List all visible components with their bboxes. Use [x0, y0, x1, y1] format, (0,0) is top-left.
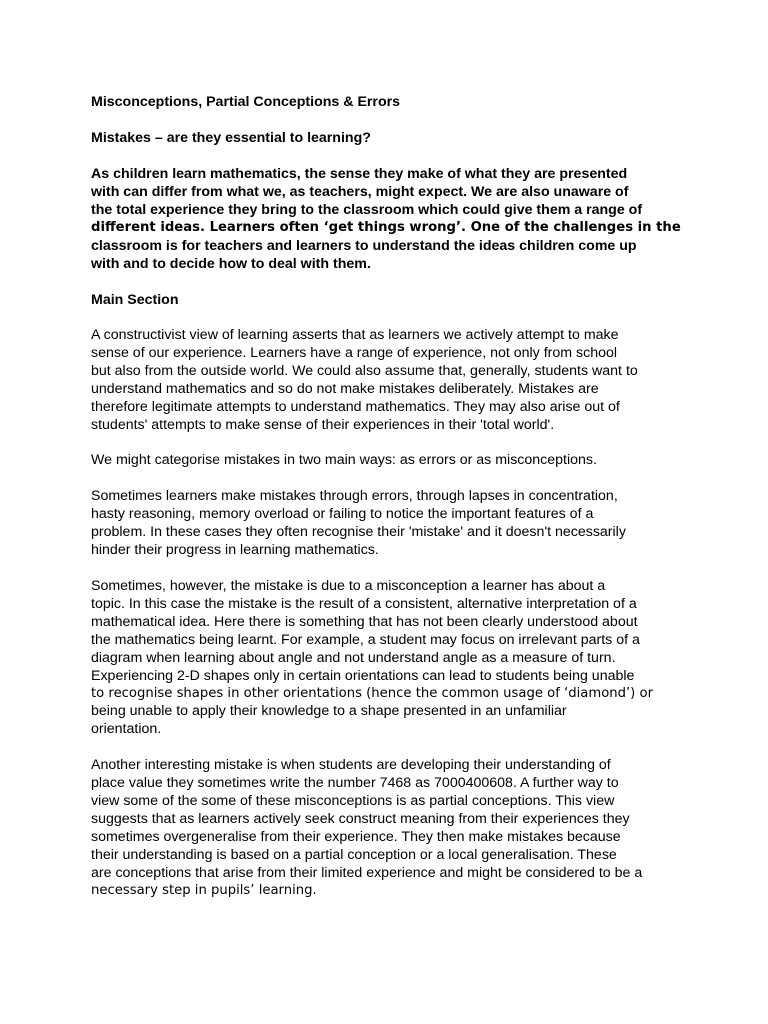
section-heading: Main Section [91, 292, 179, 308]
intro-line: the total experience they bring to the classroom which could give them a range of [91, 202, 643, 218]
paragraph-line: students' attempts to make sense of their experiences in their 'total world'. [91, 416, 555, 433]
paragraph-line: sense of our experience. Learners have a range of experience, not only from school [91, 344, 618, 361]
paragraph-line: the mathematics being learnt. For example, a student may focus on irrelevant parts of a [91, 631, 640, 648]
paragraph-line: being unable to apply their knowledge to a shape presented in an unfamiliar [91, 703, 567, 720]
body-paragraph [91, 327, 691, 434]
paragraph-line: Another interesting mistake is when students are developing their understanding of [91, 757, 611, 774]
paragraph-line: suggests that as learners actively seek construct meaning from their experiences they [91, 810, 630, 827]
paragraph-line: to recognise shapes in other orientations (hence the common usage of ‘diamond’) or [91, 686, 654, 702]
paragraph-line: topic. In this case the mistake is the result of a consistent, alternative interpretation of a [91, 595, 637, 612]
intro-paragraph [91, 165, 691, 273]
paragraph-line: diagram when learning about angle and not understand angle as a measure of turn. [91, 649, 616, 666]
paragraph-line: necessary step in pupils’ learning. [91, 883, 317, 899]
paragraph-line: A constructivist view of learning asserts that as learners we actively attempt to make [91, 327, 619, 343]
intro-line: classroom is for teachers and learners to understand the ideas children come up [91, 238, 637, 254]
paragraph-line: We might categorise mistakes in two main ways: as errors or as misconceptions. [91, 452, 597, 469]
document-subtitle: Mistakes – are they essential to learning? [91, 130, 371, 146]
paragraph-line: problem. In these cases they often recognise their 'mistake' and it doesn't necessarily [91, 524, 626, 541]
paragraph-line: their understanding is based on a partial conception or a local generalisation. These [91, 846, 617, 863]
body-paragraph [91, 488, 691, 560]
paragraph-line: but also from the outside world. We could also assume that, generally, students want to [91, 362, 638, 379]
paragraph-line: understand mathematics and so do not make mistakes deliberately. Mistakes are [91, 380, 599, 397]
document-page [91, 93, 691, 918]
paragraph-line: view some of the some of these misconceptions is as partial conceptions. This view [91, 792, 615, 809]
paragraph-line: hinder their progress in learning mathematics. [91, 542, 379, 559]
paragraph-line: Sometimes learners make mistakes through errors, through lapses in concentration, [91, 488, 618, 505]
paragraph-line: hasty reasoning, memory overload or failing to notice the important features of a [91, 506, 594, 523]
body-paragraph [91, 452, 691, 470]
intro-line: with can differ from what we, as teachers, might expect. We are also unaware of [91, 184, 629, 200]
paragraph-line: Sometimes, however, the mistake is due to a misconception a learner has about a [91, 577, 606, 594]
body-paragraph [91, 578, 691, 739]
paragraph-line: mathematical idea. Here there is something that has not been clearly understood about [91, 613, 638, 630]
body-paragraph [91, 757, 691, 900]
paragraph-line: therefore legitimate attempts to understand mathematics. They may also arise out of [91, 398, 620, 415]
paragraph-line: Experiencing 2-D shapes only in certain orientations can lead to students being unable [91, 667, 635, 684]
intro-line: different ideas. Learners often ‘get things wrong’. One of the challenges in the [91, 220, 681, 235]
paragraph-line: place value they sometimes write the number 7468 as 7000400608. A further way to [91, 775, 619, 792]
intro-line: As children learn mathematics, the sense they make of what they are presented [91, 166, 628, 182]
paragraph-line: are conceptions that arise from their limited experience and might be considered to be a [91, 864, 643, 881]
intro-line: with and to decide how to deal with them. [91, 256, 371, 272]
paragraph-line: orientation. [91, 721, 162, 738]
document-title: Misconceptions, Partial Conceptions & Errors [91, 94, 401, 110]
paragraph-line: sometimes overgeneralise from their experience. They then make mistakes because [91, 828, 621, 845]
